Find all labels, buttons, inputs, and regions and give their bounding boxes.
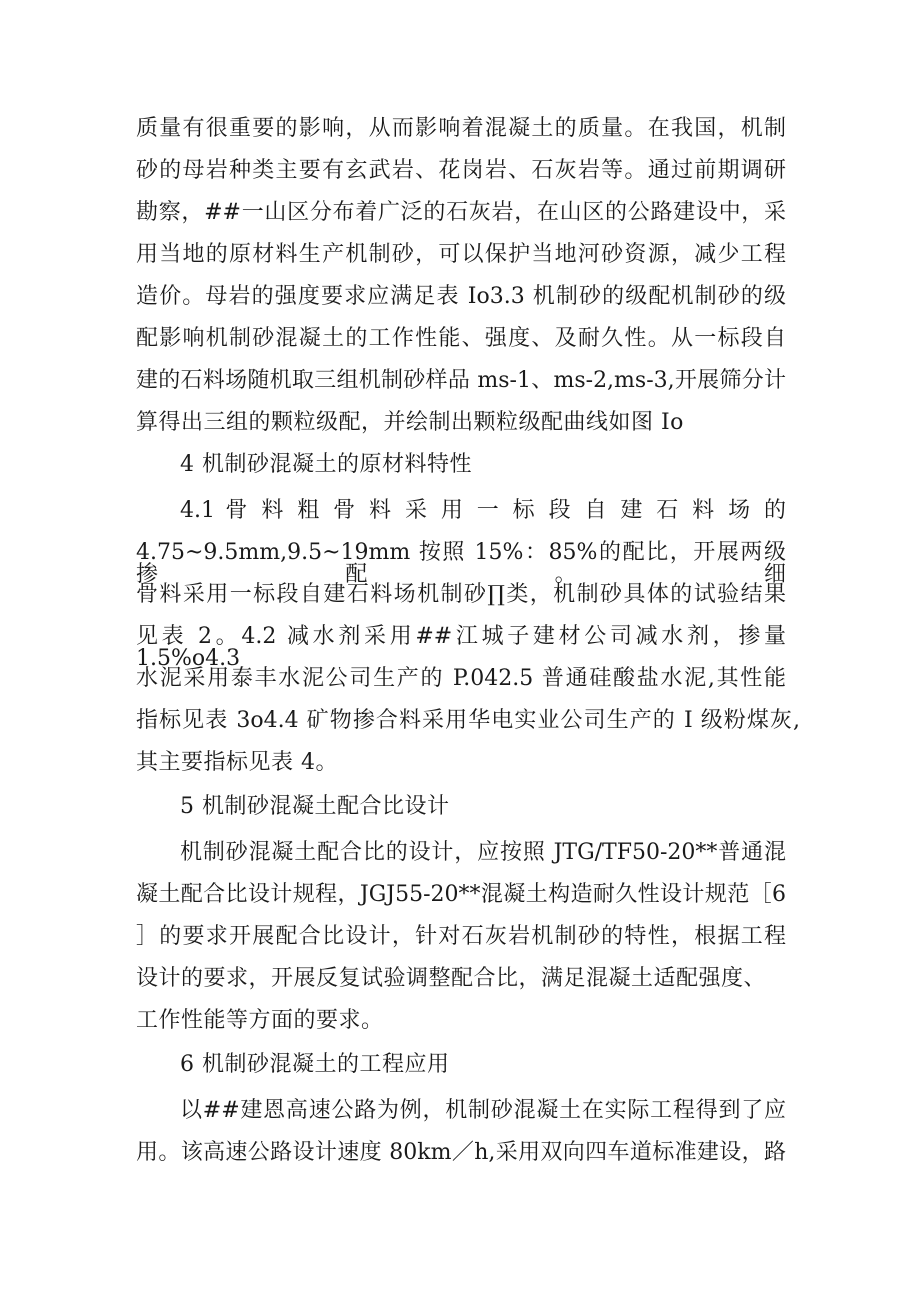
section-heading-6: 6 机制砂混凝土的工程应用 [180,1052,450,1077]
text-line: 建的石料场随机取三组机制砂样品 ms-1、ms-2,ms-3,开展筛分计 [136,368,786,393]
text-line: 砂的母岩种类主要有玄武岩、花岗岩、石灰岩等。通过前期调研 [136,158,786,183]
text-line: 4.75~9.5mm,9.5~19mm 按照 15%：85%的配比，开展两级掺配。细 [136,540,786,587]
text-line: 勘察，##一山区分布着广泛的石灰岩，在山区的公路建设中，采 [136,200,786,225]
section-heading-4: 4 机制砂混凝土的原材料特性 [180,452,472,477]
text-line: 凝土配合比设计规程，JGJ55-20**混凝土构造耐久性设计规范［6 [136,882,786,907]
text-line: ］的要求开展配合比设计，针对石灰岩机制砂的特性，根据工程 [136,924,786,949]
text-line: 水泥采用泰丰水泥公司生产的 P.042.5 普通硅酸盐水泥,其性能 [136,666,786,691]
text-line: 设计的要求，开展反复试验调整配合比，满足混凝土适配强度、 [136,966,767,991]
text-line: 配影响机制砂混凝土的工作性能、强度、及耐久性。从一标段自 [136,326,786,351]
section-heading-5: 5 机制砂混凝土配合比设计 [180,794,450,819]
text-line: 用。该高速公路设计速度 80km／h,采用双向四车道标准建设，路 [136,1140,786,1165]
text-line: 其主要指标见表 4。 [136,750,338,775]
text-line: 质量有很重要的影响，从而影响着混凝土的质量。在我国，机制 [136,116,786,141]
text-line: 用当地的原材料生产机制砂，可以保护当地河砂资源，减少工程 [136,242,786,267]
text-line: 指标见表 3o4.4 矿物掺合料采用华电实业公司生产的 I 级粉煤灰, [136,708,800,733]
text-line: 以##建恩高速公路为例，机制砂混凝土在实际工程得到了应 [180,1098,786,1123]
text-line: 工作性能等方面的要求。 [136,1008,384,1033]
text-line: 见表 2。4.2 减水剂采用##江城子建材公司减水剂，掺量 1.5%o4.3 [136,624,786,671]
text-line: 造价。母岩的强度要求应满足表 Io3.3 机制砂的级配机制砂的级 [136,284,786,309]
text-line: 骨料采用一标段自建石料场机制砂∏类，机制砂具体的试验结果 [136,582,786,607]
text-line: 机制砂混凝土配合比的设计，应按照 JTG/TF50-20**普通混 [180,840,786,865]
text-line: 算得出三组的颗粒级配，并绘制出颗粒级配曲线如图 Io [136,410,684,435]
text-line: 4.1 骨 料 粗 骨 料 采 用 一 标 段 自 建 石 料 场 的 [180,498,786,523]
